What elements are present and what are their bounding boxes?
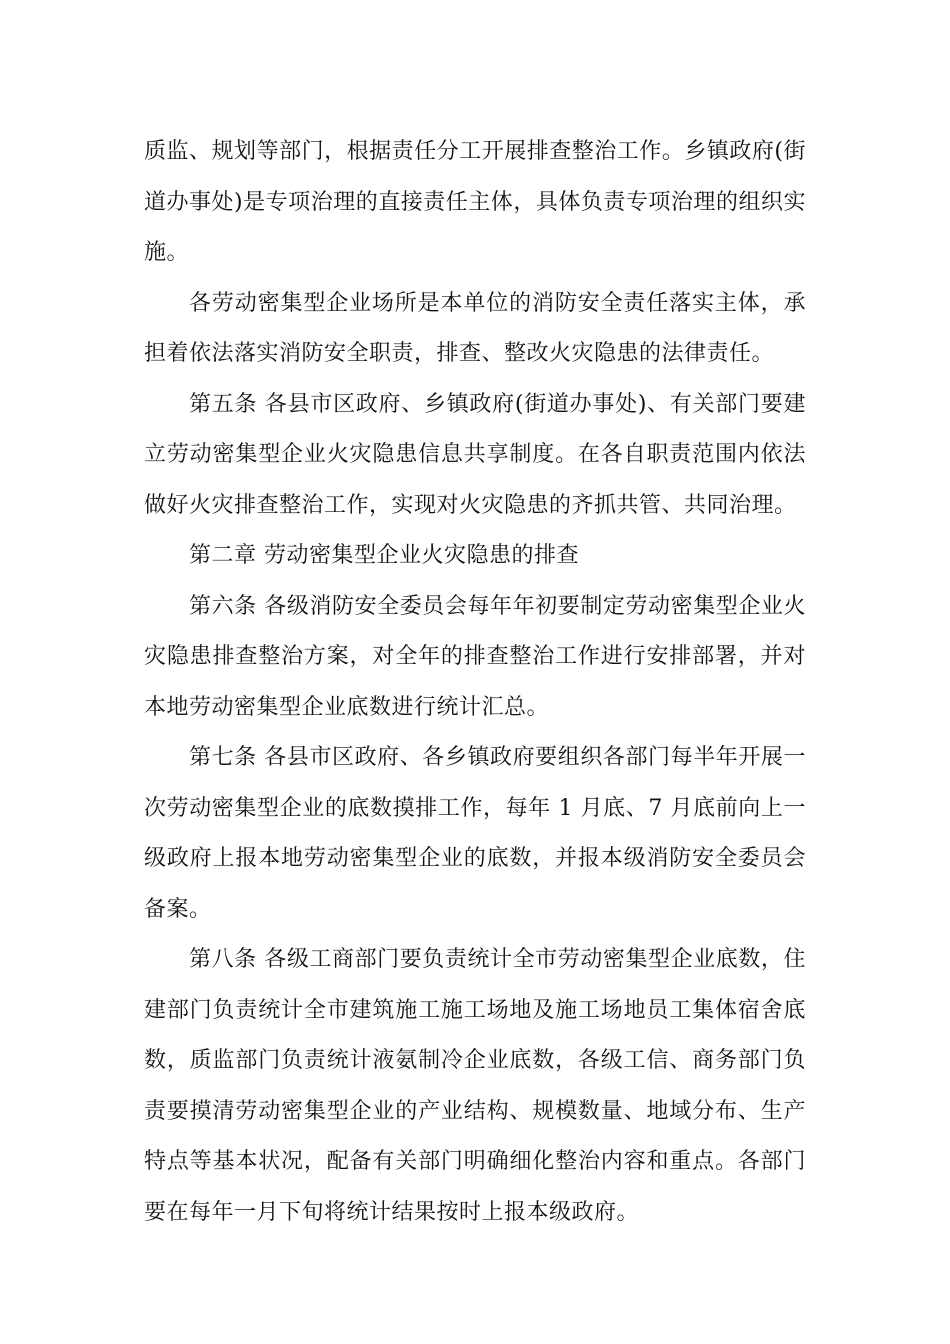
paragraph-enterprise-responsibility: 各劳动密集型企业场所是本单位的消防安全责任落实主体，承担着依法落实消防安全职责，排查、整改火灾隐患的法律责任。 xyxy=(144,290,806,366)
article-5: 第五条 各县市区政府、乡镇政府(街道办事处)、有关部门要建立劳动密集型企业火灾隐患信息共享制度。在各自职责范围内依法做好火灾排查整治工作，实现对火灾隐患的齐抓共管、共同治理。 xyxy=(144,391,806,518)
document-body xyxy=(144,127,806,1238)
article-8: 第八条 各级工商部门要负责统计全市劳动密集型企业底数，住建部门负责统计全市建筑施工施工场地及施工场地员工集体宿舍底数，质监部门负责统计液氨制冷企业底数，各级工信、商务部门负责要摸清劳动密集型企业的产业结构、规模数量、地域分布、生产特点等基本状况，配备有关部门明确细化整治内容和重点。各部门要在每年一月下旬将统计结果按时上报本级政府。 xyxy=(144,947,806,1225)
article-7: 第七条 各县市区政府、各乡镇政府要组织各部门每半年开展一次劳动密集型企业的底数摸排工作，每年 1 月底、7 月底前向上一级政府上报本地劳动密集型企业的底数，并报本级消防安全委员会备案。 xyxy=(144,745,806,922)
article-6: 第六条 各级消防安全委员会每年年初要制定劳动密集型企业火灾隐患排查整治方案，对全年的排查整治工作进行安排部署，并对本地劳动密集型企业底数进行统计汇总。 xyxy=(144,593,806,720)
chapter-2-heading: 第二章 劳动密集型企业火灾隐患的排查 xyxy=(189,543,579,568)
paragraph-responsibility-departments: 质监、规划等部门，根据责任分工开展排查整治工作。乡镇政府(街道办事处)是专项治理的直接责任主体，具体负责专项治理的组织实施。 xyxy=(144,139,806,265)
